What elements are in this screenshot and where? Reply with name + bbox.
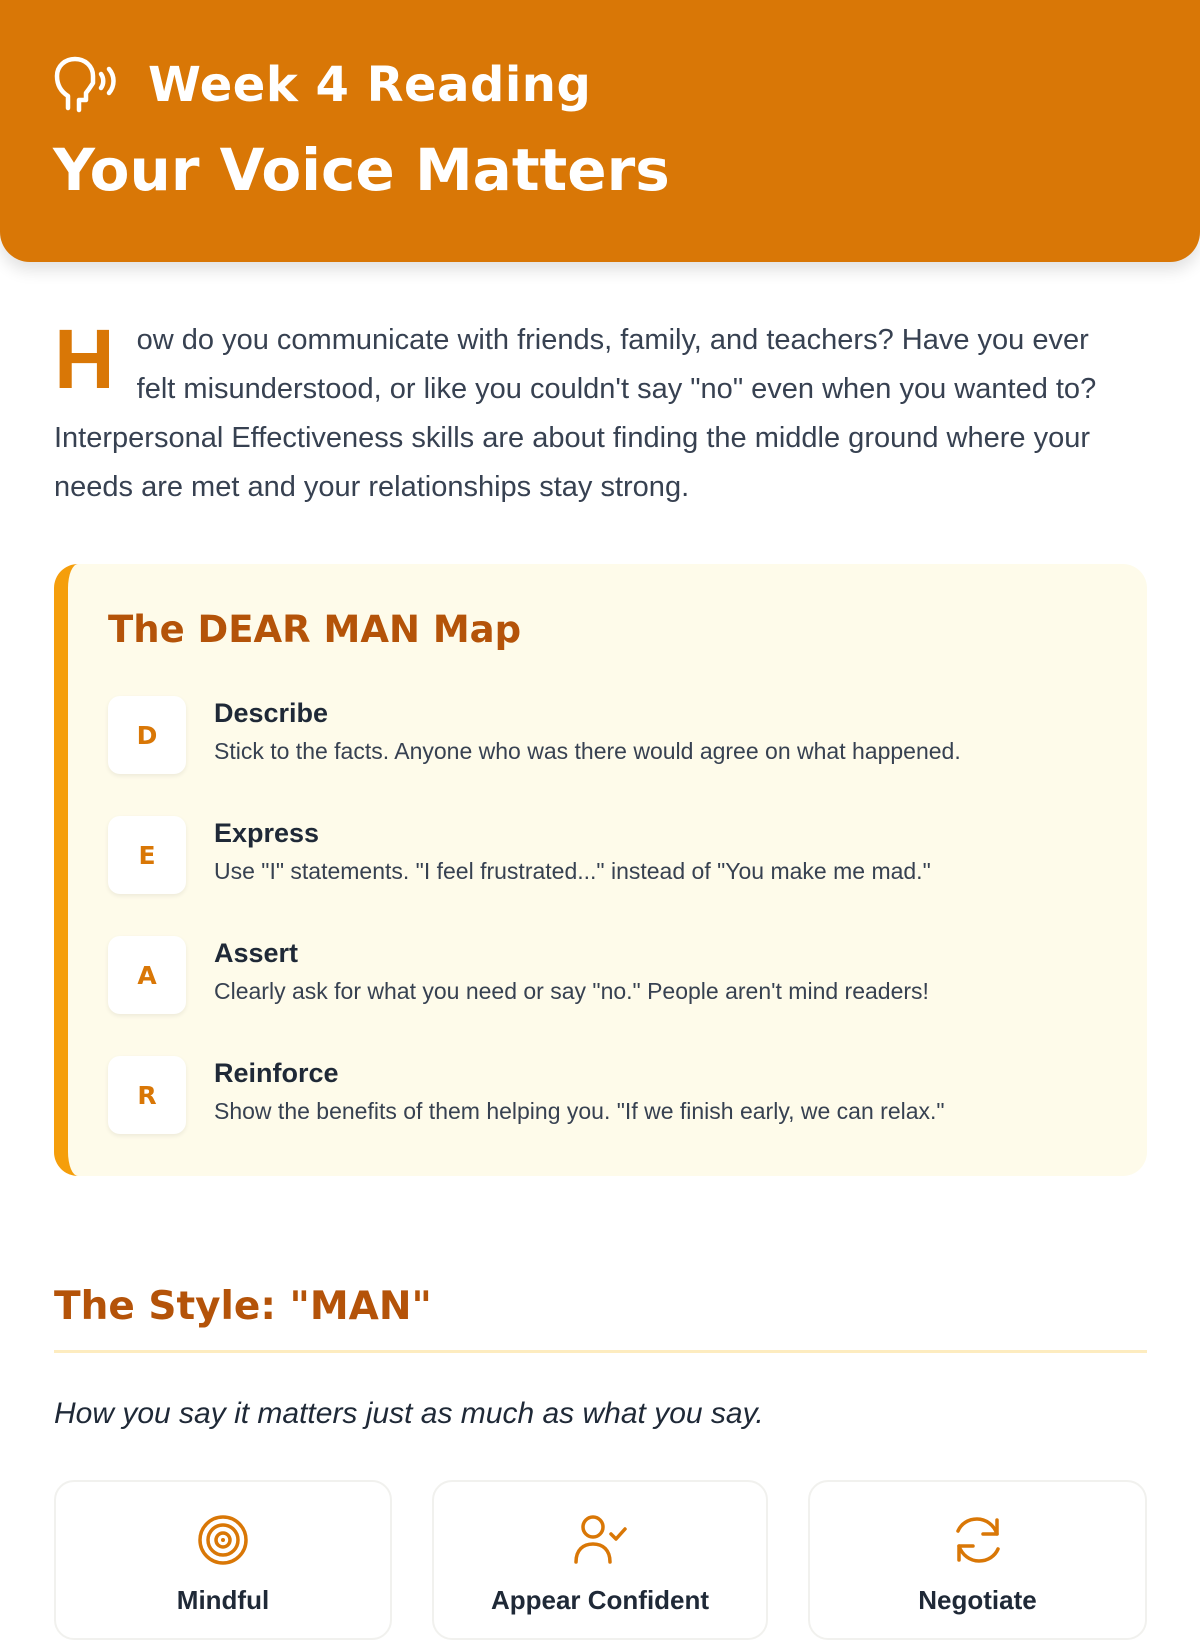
step-name: Express: [214, 818, 320, 848]
target-icon: [195, 1512, 251, 1568]
step-description: Stick to the facts. Anyone who was there would agree on what happened.: [214, 738, 961, 764]
step-describe: [108, 696, 1128, 776]
step-letter-badge: D: [108, 696, 186, 774]
drop-cap: H: [54, 312, 115, 406]
style-card-appear-confident: [432, 1480, 768, 1640]
map-title: The DEAR MAN Map: [108, 608, 522, 651]
dear-man-map-card: [54, 564, 1147, 1176]
step-letter-badge: R: [108, 1056, 186, 1134]
step-description: Use "I" statements. "I feel frustrated..." instead of "You make me mad.": [214, 858, 931, 884]
style-card-label: Negotiate: [918, 1585, 1037, 1615]
step-letter-badge: E: [108, 816, 186, 894]
step-express: [108, 816, 1128, 896]
user-check-icon: [572, 1512, 628, 1568]
section-divider: [54, 1350, 1147, 1353]
page-title: Your Voice Matters: [53, 136, 670, 204]
step-reinforce: [108, 1056, 1128, 1136]
step-name: Describe: [214, 698, 329, 728]
style-section-subtitle: How you say it matters just as much as what you say.: [54, 1397, 764, 1430]
step-letter-badge: A: [108, 936, 186, 1014]
step-description: Clearly ask for what you need or say "no." People aren't mind readers!: [214, 978, 929, 1004]
refresh-icon: [950, 1512, 1006, 1568]
style-card-label: Mindful: [176, 1585, 270, 1615]
step-description: Show the benefits of them helping you. "If we finish early, we can relax.": [214, 1098, 945, 1124]
step-assert: [108, 936, 1128, 1016]
header-top: [54, 56, 591, 114]
style-card-negotiate: [808, 1480, 1147, 1640]
page-header: [0, 0, 1200, 262]
step-name: Reinforce: [214, 1058, 339, 1088]
week-label: Week 4 Reading: [148, 57, 592, 113]
style-section-title: The Style: "MAN": [54, 1284, 432, 1329]
speaking-head-icon: [54, 56, 118, 114]
step-name: Assert: [214, 938, 299, 968]
style-card-mindful: [54, 1480, 392, 1640]
style-card-label: Appear Confident: [490, 1585, 710, 1615]
intro-paragraph: [54, 312, 1124, 512]
intro-text: ow do you communicate with friends, family, and teachers? Have you ever felt misunderstood, or like you couldn't say "no" even when you wanted to? Interpersonal Effectiveness skills are about finding the middle ground where your needs are met and your relationships stay strong.: [54, 324, 1097, 503]
